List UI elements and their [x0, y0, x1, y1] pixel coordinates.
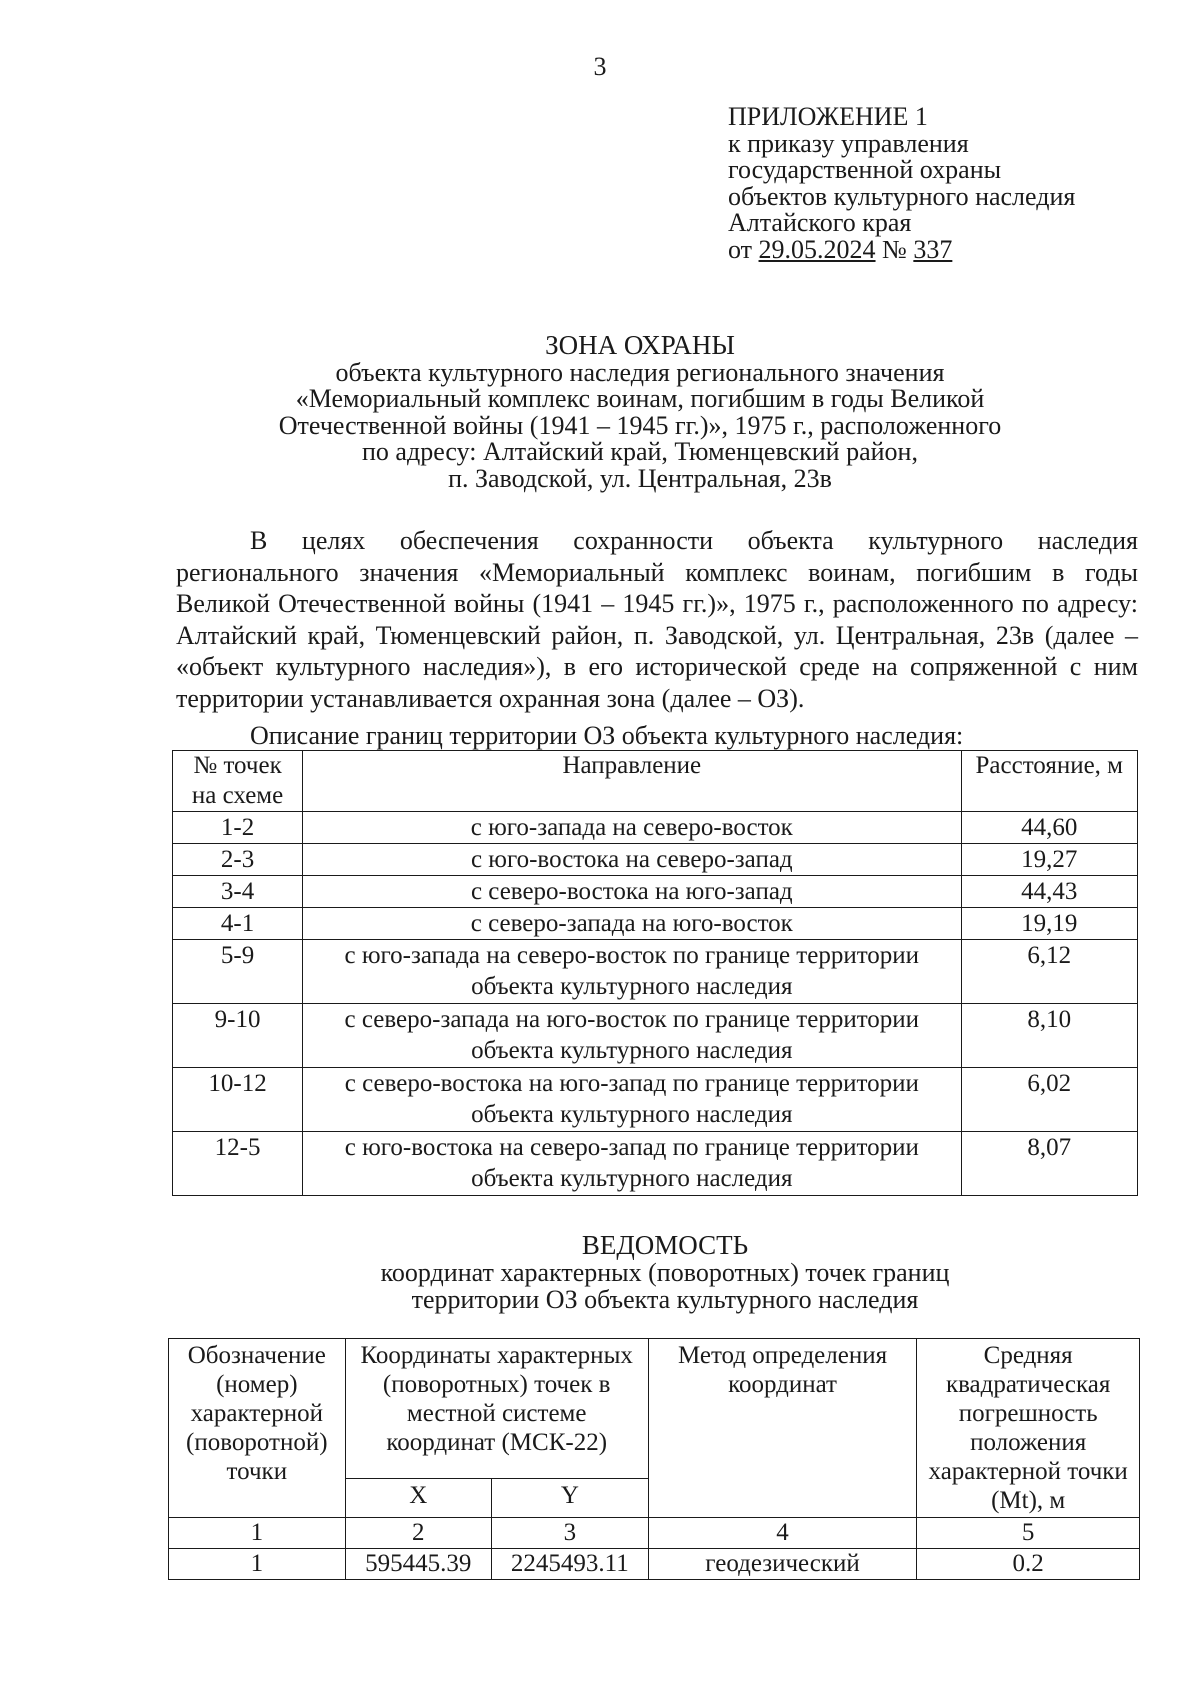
- cell-points: 12-5: [173, 1132, 303, 1196]
- order-number: 337: [913, 234, 953, 264]
- cell-direction: с юго-запада на северо-восток по границе территории объекта культурного наследия: [303, 940, 961, 1004]
- cell-direction: с юго-востока на северо-запад: [303, 844, 961, 876]
- number-prefix: №: [875, 234, 914, 264]
- zone-title: ЗОНА ОХРАНЫ: [545, 330, 735, 360]
- cell-x: 595445.39: [345, 1549, 491, 1580]
- intro-paragraph: [176, 525, 1138, 714]
- cell-distance: 8,10: [961, 1004, 1137, 1068]
- cell-direction: с северо-запада на юго-восток по границе территории объекта культурного наследия: [303, 1004, 961, 1068]
- appendix-line: к приказу управления: [728, 128, 969, 158]
- table-row: [173, 940, 1138, 1004]
- header-distance: Расстояние, м: [961, 751, 1137, 812]
- cell-direction: с северо-востока на юго-запад по границе территории объекта культурного наследия: [303, 1068, 961, 1132]
- zone-subtitle-line: «Мемориальный комплекс воинам, погибшим в годы Великой: [295, 384, 985, 413]
- table-row: [173, 1132, 1138, 1196]
- zone-subtitle-line: п. Заводской, ул. Центральная, 23в: [448, 463, 832, 493]
- cell-direction: с северо-запада на юго-восток: [303, 908, 961, 940]
- cell-points: 3-4: [173, 876, 303, 908]
- cell-points: 10-12: [173, 1068, 303, 1132]
- appendix-line: объектов культурного наследия: [728, 181, 1076, 211]
- appendix-date-line: [728, 234, 1075, 264]
- cell-direction: с юго-запада на северо-восток: [303, 812, 961, 844]
- cell-error: 0.2: [917, 1549, 1140, 1580]
- boundary-caption: Описание границ территории ОЗ объекта культурного наследия:: [250, 721, 964, 750]
- intro-text: В целях обеспечения сохранности объекта культурного наследия регионального значения «Мемориальный комплекс воинам, погибшим в годы Великой Отечественной войны (1941 – 1945 гг.)», 1975 г., расположенного по адресу: Алтайский край, Тюменцевский район, п. Заводской, ул. Центральная, 23в (далее – «объект культурного наследия»), в его исторической среде на сопряженной с ним территории устанавливается охранная зона (далее – ОЗ).: [176, 526, 1138, 713]
- cell-method: геодезический: [648, 1549, 917, 1580]
- header-direction: Направление: [303, 751, 961, 812]
- column-number: 1: [169, 1518, 346, 1549]
- cell-points: 2-3: [173, 844, 303, 876]
- column-number: 5: [917, 1518, 1140, 1549]
- table-header-row: [173, 751, 1138, 812]
- table-row: [173, 844, 1138, 876]
- zone-heading: [200, 332, 1080, 492]
- table-row: [173, 876, 1138, 908]
- table-header-row: [169, 1339, 1140, 1479]
- zone-subtitle-line: объекта культурного наследия регионального значения: [335, 357, 945, 387]
- vedomost-title: ВЕДОМОСТЬ: [581, 1230, 749, 1260]
- cell-distance: 19,19: [961, 908, 1137, 940]
- header-y: Y: [491, 1478, 648, 1517]
- header-error: Средняя квадратическая погрешность положения характерной точки (Mt), м: [917, 1339, 1140, 1518]
- cell-points: 4-1: [173, 908, 303, 940]
- cell-distance: 6,12: [961, 940, 1137, 1004]
- column-number: 3: [491, 1518, 648, 1549]
- cell-points: 1-2: [173, 812, 303, 844]
- vedomost-heading: [200, 1232, 1130, 1313]
- page-number: 3: [593, 52, 607, 81]
- appendix-title: ПРИЛОЖЕНИЕ 1: [728, 102, 928, 131]
- zone-subtitle-line: по адресу: Алтайский край, Тюменцевский район,: [362, 437, 918, 466]
- vedomost-subtitle-line: координат характерных (поворотных) точек границ: [380, 1258, 950, 1287]
- table-row: [173, 908, 1138, 940]
- cell-distance: 44,43: [961, 876, 1137, 908]
- cell-point: 1: [169, 1549, 346, 1580]
- cell-direction: с северо-востока на юго-запад: [303, 876, 961, 908]
- header-coordinates: Координаты характерных (поворотных) точек в местной системе координат (МСК-22): [345, 1339, 648, 1479]
- zone-subtitle-line: Отечественной войны (1941 – 1945 гг.)», 1975 г., расположенного: [278, 410, 1002, 440]
- cell-direction: с юго-востока на северо-запад по границе территории объекта культурного наследия: [303, 1132, 961, 1196]
- cell-distance: 44,60: [961, 812, 1137, 844]
- header-x: X: [345, 1478, 491, 1517]
- appendix-line: Алтайского края: [728, 208, 912, 237]
- order-date: 29.05.2024: [758, 234, 876, 264]
- column-number: 2: [345, 1518, 491, 1549]
- table-row: [173, 1004, 1138, 1068]
- table-row: [169, 1549, 1140, 1580]
- column-number-row: [169, 1518, 1140, 1549]
- cell-distance: 8,07: [961, 1132, 1137, 1196]
- cell-points: 5-9: [173, 940, 303, 1004]
- cell-points: 9-10: [173, 1004, 303, 1068]
- table-row: [173, 1068, 1138, 1132]
- header-method: Метод определения координат: [648, 1339, 917, 1518]
- vedomost-subtitle-line: территории ОЗ объекта культурного наследия: [411, 1285, 919, 1314]
- boundary-table: [172, 750, 1138, 1196]
- cell-y: 2245493.11: [491, 1549, 648, 1580]
- column-number: 4: [648, 1518, 917, 1549]
- table-row: [173, 812, 1138, 844]
- cell-distance: 19,27: [961, 844, 1137, 876]
- coordinates-table: [168, 1338, 1140, 1580]
- header-points: № точек на схеме: [173, 751, 303, 812]
- cell-distance: 6,02: [961, 1068, 1137, 1132]
- appendix-line: государственной охраны: [728, 155, 1002, 184]
- header-designation: Обозначение (номер) характерной (поворотной) точки: [169, 1339, 346, 1518]
- date-prefix: от: [728, 234, 759, 264]
- appendix-block: [728, 104, 1075, 263]
